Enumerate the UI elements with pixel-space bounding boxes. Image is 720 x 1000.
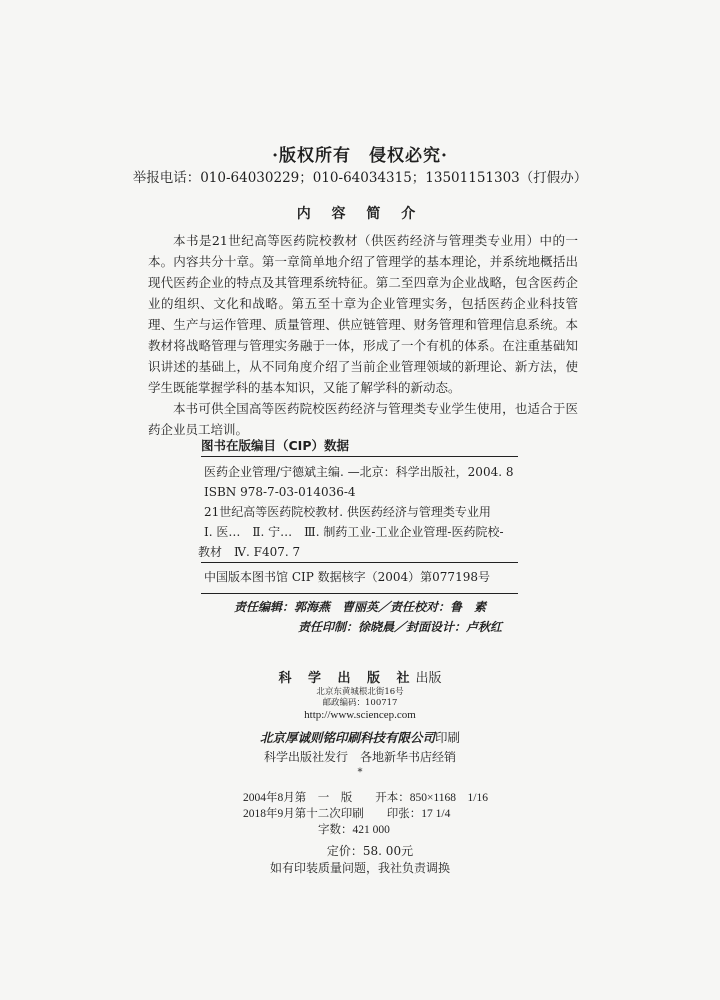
word-count: 字数：421 000 xyxy=(318,824,390,836)
copyright-title: ·版权所有 侵权必究· xyxy=(272,146,448,166)
intro-paragraph: 本书可供全国高等医药院校医药经济与管理类专业学生使用，也适合于医药企业员工培训。 xyxy=(148,401,578,437)
printing-line: 2018年9月第十二次印刷 印张：17 1/4 xyxy=(243,808,451,820)
publisher-postcode: 邮政编码：100717 xyxy=(322,698,398,708)
publisher-website: http://www.sciencep.com xyxy=(304,709,416,721)
publisher-name-suffix: 出版 xyxy=(415,671,442,686)
printer-suffix: 印刷 xyxy=(435,730,461,745)
cip-line: Ⅰ. 医… Ⅱ. 宁… Ⅲ. 制药工业-工业企业管理-医药院校- xyxy=(204,525,504,539)
price: 定价：58. 00元 xyxy=(326,844,414,858)
cip-line: ISBN 978-7-03-014036-4 xyxy=(204,485,356,499)
cip-line: 医药企业管理/宁德斌主编. —北京：科学出版社，2004. 8 xyxy=(204,465,514,479)
publisher-name-line xyxy=(0,667,720,686)
cip-block xyxy=(198,436,518,594)
staff-line-production: 责任印制：徐晓晨／封面设计：卢秋红 xyxy=(297,620,502,634)
cip-title: 图书在版编目（CIP）数据 xyxy=(201,438,349,453)
intro-body xyxy=(148,230,578,440)
intro-paragraph: 本书是21世纪高等医药院校教材（供医药经济与管理类专业用）中的一本。内容共分十章。第一章简单地介绍了管理学的基本理论，并系统地概括出现代医药企业的特点及其管理系统特征。第二至四章为企业战略，包含医药企业的组织、文化和战略。第五至十章为企业管理实务，包括医药企业科技管理、生产与运作管理、质量管理、供应链管理、财务管理和管理信息系统。本教材将战略管理与管理实务融于一体，形成了一个有机的体系。在注重基础知识讲述的基础上，从不同角度介绍了当前企业管理领域的新理论、新方法，使学生既能掌握学科的基本知识，又能了解学科的新动态。 xyxy=(148,233,578,395)
publisher-name: 科 学 出 版 社 xyxy=(278,671,416,686)
quality-notice: 如有印装质量问题，我社负责调换 xyxy=(269,861,450,875)
printer-name: 北京厚诚则铭印刷科技有限公司 xyxy=(259,730,435,745)
cip-bottom-rule xyxy=(201,593,518,594)
report-phone: 举报电话：010-64030229；010-64034315；13501151303（打假办） xyxy=(132,170,588,186)
publisher-address: 北京东黄城根北街16号 xyxy=(316,687,404,697)
cip-check-number: 中国版本图书馆 CIP 数据核字（2004）第077198号 xyxy=(204,570,490,584)
intro-title: 内 容 简 介 xyxy=(296,206,424,222)
cip-line: 21世纪高等医药院校教材. 供医药经济与管理类专业用 xyxy=(204,505,491,519)
edition-line: 2004年8月第 一 版 开本：850×1168 1/16 xyxy=(243,792,489,804)
printer-line xyxy=(0,728,720,746)
separator-star: * xyxy=(357,767,363,778)
staff-line-editors: 责任编辑：郭海燕 曹丽英／责任校对：鲁 素 xyxy=(233,600,486,614)
cip-line: 教材 Ⅳ. F407. 7 xyxy=(198,545,301,559)
cip-lines xyxy=(198,457,518,562)
distribution-line: 科学出版社发行 各地新华书店经销 xyxy=(263,750,456,764)
